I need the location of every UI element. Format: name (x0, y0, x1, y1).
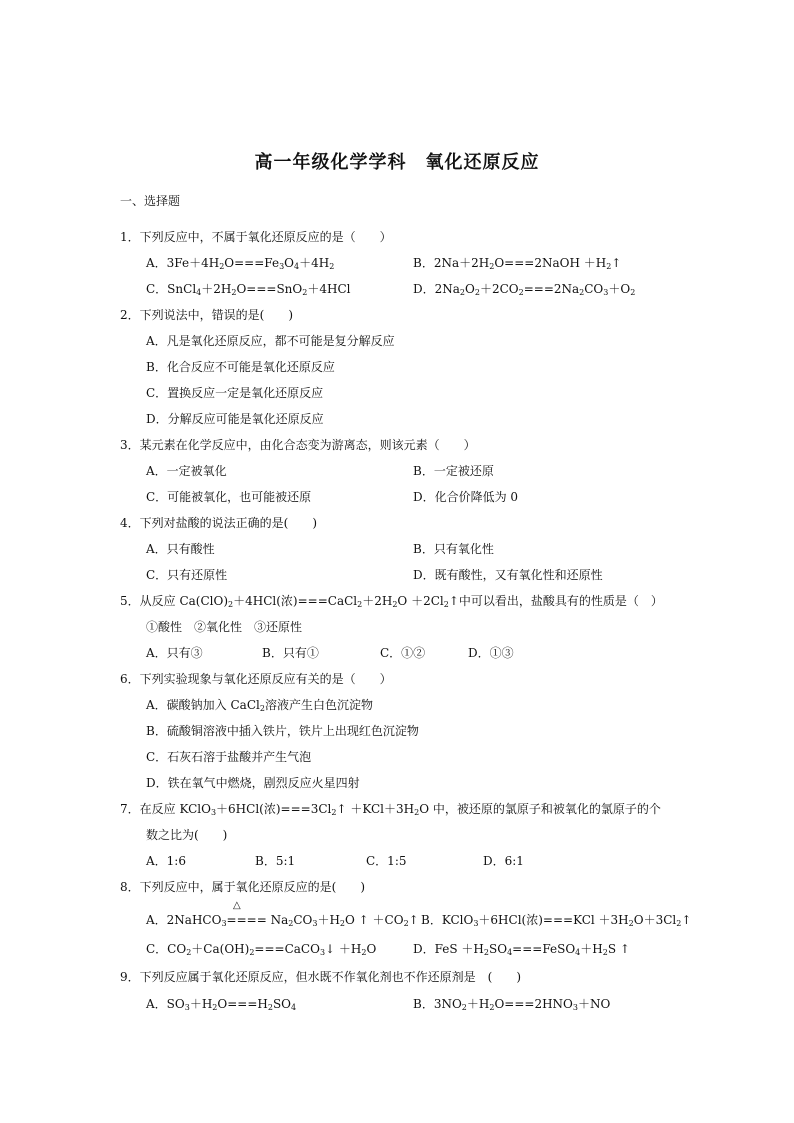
formula-subscript: 3 (184, 1003, 190, 1012)
formula-subscript: 3 (473, 919, 479, 928)
formula-text: ===FeSO (512, 942, 576, 956)
formula-subscript: 4 (291, 1003, 297, 1012)
question-5-option-d[interactable]: D．①③ (468, 646, 514, 660)
formula-text: ＋6HCl(浓)===3Cl (216, 802, 332, 816)
formula-text: SO (272, 997, 292, 1011)
formula-subscript: 2 (249, 948, 255, 957)
formula-text: ＋H (189, 997, 213, 1011)
formula-text: ＋4H (299, 256, 330, 270)
question-8-option-c[interactable] (146, 940, 376, 957)
formula-text: S ↑ (607, 942, 630, 956)
question-2-option-c[interactable]: C．置换反应一定是氧化还原反应 (146, 386, 324, 400)
question-8-option-d[interactable] (413, 940, 630, 957)
formula-text: ＋2CO (479, 282, 519, 296)
formula-subscript: 2 (259, 704, 265, 713)
question-7-stem (120, 800, 661, 817)
formula-subscript: 2 (357, 600, 363, 609)
formula-subscript: 2 (474, 288, 480, 297)
question-4-stem: 4．下列对盐酸的说法正确的是( ) (120, 516, 317, 530)
question-6-stem: 6．下列实验现象与氧化还原反应有关的是（ ） (120, 672, 392, 686)
question-5-stem (120, 592, 663, 609)
formula-subscript: 2 (483, 948, 489, 957)
formula-text: ↑ (408, 913, 419, 927)
question-8-option-a[interactable] (146, 911, 419, 928)
formula-subscript: 3 (210, 808, 217, 817)
question-6-option-c[interactable]: C．石灰石溶于盐酸并产生气泡 (146, 750, 312, 764)
question-4-option-d[interactable]: D．既有酸性，又有氧化性和还原性 (413, 568, 603, 582)
question-8-option-b[interactable] (421, 911, 691, 928)
heating-triangle-icon: △ (233, 900, 241, 911)
formula-text: ↑中可以看出，盐酸具有的性质是（ ） (448, 594, 663, 608)
question-5-option-c[interactable]: C．①② (380, 646, 426, 660)
formula-subscript: 3 (319, 948, 326, 957)
formula-text: O===2NaOH ＋H (494, 256, 607, 270)
question-1-option-a[interactable] (146, 254, 334, 271)
formula-text: O===H (217, 997, 268, 1011)
formula-subscript: 2 (186, 948, 192, 957)
formula-text: ↑ (611, 256, 622, 270)
formula-text: D．FeS ＋H (413, 942, 484, 956)
formula-text: SO (489, 942, 508, 956)
formula-text: C．SnCl (146, 282, 197, 296)
formula-subscript: 2 (461, 1003, 467, 1012)
question-5-properties: ①酸性 ②氧化性 ③还原性 (146, 620, 303, 634)
page-title: 高一年级化学学科 氧化还原反应 (254, 152, 540, 173)
formula-subscript: 2 (302, 288, 308, 297)
formula-text: B．3NO (413, 997, 462, 1011)
formula-subscript: 3 (312, 919, 318, 928)
question-4-option-b[interactable]: B．只有氧化性 (413, 542, 494, 556)
formula-text: ↓ ＋H (325, 942, 362, 956)
formula-subscript: 2 (219, 262, 225, 271)
formula-text: ＋2H (362, 594, 393, 608)
question-7-option-b[interactable]: B．5:1 (255, 854, 296, 868)
question-3-option-a[interactable]: A．一定被氧化 (146, 464, 227, 478)
formula-text: O (284, 256, 294, 270)
question-2-stem: 2．下列说法中，错误的是( ) (120, 308, 293, 322)
question-4-option-c[interactable]: C．只有还原性 (146, 568, 228, 582)
formula-text: CO (584, 282, 604, 296)
formula-text: ＋H (317, 913, 340, 927)
question-1-stem: 1．下列反应中，不属于氧化还原反应的是（ ） (120, 230, 392, 244)
formula-text: O===2HNO (494, 997, 573, 1011)
question-3-option-d[interactable]: D．化合价降低为 0 (413, 490, 519, 504)
formula-subscript: 4 (507, 948, 513, 957)
question-5-option-a[interactable]: A．只有③ (146, 646, 203, 660)
formula-text: O ＋2Cl (397, 594, 444, 608)
question-8-stem: 8．下列反应中，属于氧化还原反应的是( ) (120, 880, 365, 894)
formula-text: ===CaCO (254, 942, 320, 956)
formula-text: ＋Ca(OH) (191, 942, 250, 956)
question-1-option-c[interactable] (146, 280, 350, 297)
formula-text: ＋NO (578, 997, 611, 1011)
question-7-option-c[interactable]: C．1:5 (366, 854, 407, 868)
formula-text: ＋H (466, 997, 490, 1011)
formula-text: 7．在反应 KClO (120, 802, 211, 816)
question-6-option-d[interactable]: D．铁在氧气中燃烧，剧烈反应火星四射 (146, 776, 360, 790)
formula-text: A．3Fe＋4H (146, 256, 220, 270)
formula-text: 溶液产生白色沉淀物 (264, 698, 373, 712)
question-2-option-b[interactable]: B．化合反应不可能是氧化还原反应 (146, 360, 335, 374)
question-6-option-b[interactable]: B．硫酸铜溶液中插入铁片，铁片上出现红色沉淀物 (146, 724, 419, 738)
formula-text: CO (293, 913, 313, 927)
formula-subscript: 2 (403, 919, 409, 928)
formula-text: O===SnO (236, 282, 303, 296)
formula-subscript: 2 (339, 919, 346, 928)
question-9-option-b[interactable] (413, 995, 610, 1012)
formula-text: O ↑ ＋CO (345, 913, 404, 927)
question-2-option-a[interactable]: A．凡是氧化还原反应，都不可能是复分解反应 (146, 334, 395, 348)
formula-subscript: 2 (489, 1003, 495, 1012)
formula-text: O===Fe (224, 256, 280, 270)
question-9-option-a[interactable] (146, 995, 296, 1012)
formula-text: ＋4HCl(浓)===CaCl (233, 594, 358, 608)
formula-subscript: 2 (628, 919, 634, 928)
section-heading: 一、选择题 (120, 194, 181, 208)
formula-subscript: 3 (221, 919, 227, 928)
formula-subscript: 2 (288, 919, 294, 928)
formula-text: O＋3Cl (633, 913, 677, 927)
formula-text: ＋O (608, 282, 631, 296)
question-3-option-b[interactable]: B．一定被还原 (413, 464, 494, 478)
formula-subscript: 2 (228, 600, 234, 609)
formula-subscript: 2 (518, 288, 524, 297)
formula-text: ↑ ＋KCl＋3H (336, 802, 415, 816)
question-1-option-d[interactable] (413, 280, 635, 297)
formula-subscript: 4 (196, 288, 202, 297)
question-2-option-d[interactable]: D．分解反应可能是氧化还原反应 (146, 412, 324, 426)
formula-subscript: 2 (231, 288, 237, 297)
formula-subscript: 4 (575, 948, 581, 957)
formula-subscript: 2 (606, 262, 612, 271)
question-3-stem: 3．某元素在化学反应中，由化合态变为游离态，则该元素（ ） (120, 438, 476, 452)
formula-text: O 中，被还原的氯原子和被氧化的氯原子的个 (419, 802, 661, 816)
formula-text: ＋6HCl(浓)===KCl ＋3H (478, 913, 629, 927)
formula-text: 5．从反应 Ca(ClO) (120, 594, 229, 608)
formula-text: B．2Na＋2H (413, 256, 490, 270)
formula-text: A．2NaHCO (146, 913, 222, 927)
formula-subscript: 2 (489, 262, 495, 271)
formula-text: ＋2H (201, 282, 232, 296)
question-3-option-c[interactable]: C．可能被氧化，也可能被还原 (146, 490, 312, 504)
formula-subscript: 3 (603, 288, 609, 297)
formula-subscript: 4 (294, 262, 300, 271)
formula-subscript: 3 (279, 262, 285, 271)
formula-subscript: 2 (630, 288, 636, 297)
formula-subscript: 2 (267, 1003, 273, 1012)
question-5-option-b[interactable]: B．只有① (262, 646, 319, 660)
formula-subscript: 2 (443, 600, 449, 609)
formula-subscript: 2 (361, 948, 367, 957)
formula-subscript: 2 (331, 808, 337, 817)
formula-subscript: 2 (676, 919, 682, 928)
question-7-stem-continued: 数之比为( ) (146, 828, 228, 842)
question-4-option-a[interactable]: A．只有酸性 (146, 542, 215, 556)
formula-text: ↑ (681, 913, 692, 927)
formula-text: C．CO (146, 942, 187, 956)
formula-text: A．碳酸钠加入 CaCl (146, 698, 260, 712)
formula-subscript: 2 (329, 262, 335, 271)
formula-subscript: 2 (392, 600, 398, 609)
question-6-option-a[interactable] (146, 696, 373, 713)
question-7-option-a[interactable]: A．1:6 (146, 854, 186, 868)
formula-text: ＋4HCl (307, 282, 351, 296)
question-9-stem: 9．下列反应属于氧化还原反应，但水既不作氧化剂也不作还原剂是 ( ) (120, 970, 522, 984)
formula-subscript: 2 (414, 808, 420, 817)
formula-text: B．KClO (421, 913, 474, 927)
formula-text: ＋H (580, 942, 603, 956)
question-7-option-d[interactable]: D．6:1 (483, 854, 524, 868)
formula-subscript: 2 (459, 288, 466, 297)
formula-subscript: 2 (579, 288, 585, 297)
formula-text: ==== Na (226, 913, 289, 927)
formula-text: ===2Na (523, 282, 580, 296)
question-1-option-b[interactable] (413, 254, 621, 271)
formula-text: A．SO (146, 997, 185, 1011)
formula-subscript: 3 (572, 1003, 578, 1012)
formula-subscript: 2 (212, 1003, 218, 1012)
formula-subscript: 2 (602, 948, 608, 957)
formula-text: O (366, 942, 377, 956)
formula-text: O (465, 282, 475, 296)
formula-text: D．2Na (413, 282, 460, 296)
